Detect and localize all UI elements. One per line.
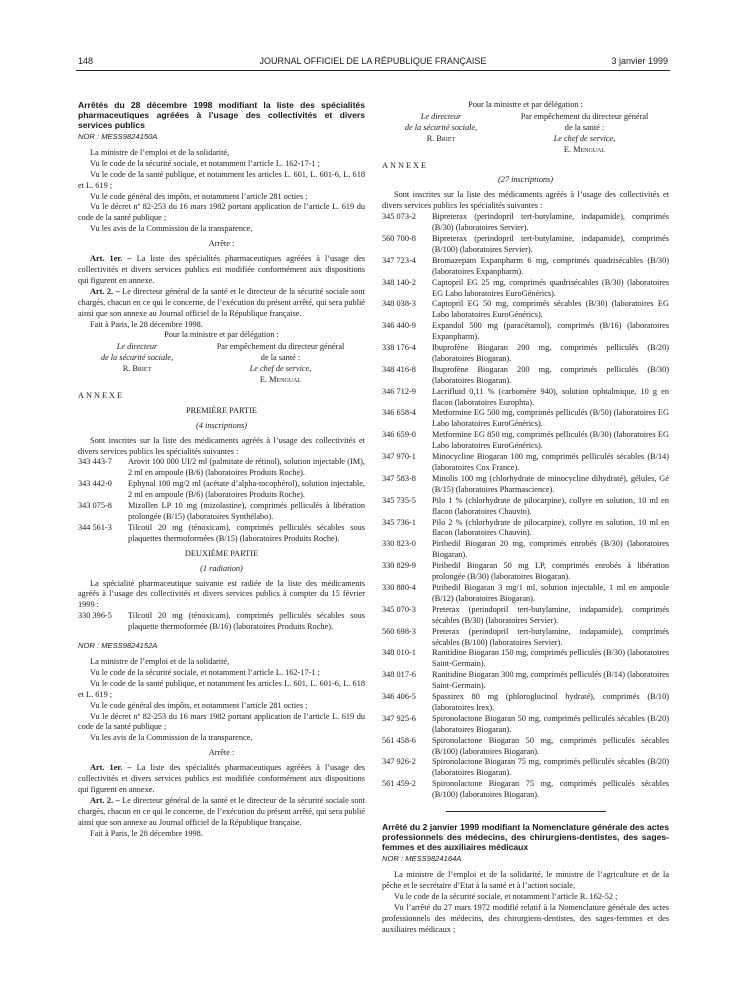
part-heading: PREMIÈRE PARTIE: [186, 405, 257, 415]
arrete-heading: Arrête :: [208, 239, 235, 249]
cip-code: 560 700-8: [382, 233, 416, 243]
list-intro: Sont inscrites sur la liste des médicaments agréés à l’usage des collectivités et divers services publics les spécialités suivantes :: [382, 190, 669, 211]
issue-date: 3 janvier 1999: [611, 56, 668, 66]
cip-code: 561 459-2: [382, 779, 416, 789]
page-number: 148: [78, 56, 94, 66]
cip-code: 346 659-0: [382, 430, 416, 440]
signatory-name: R. Briet: [426, 133, 456, 143]
list-entry: [382, 387, 669, 409]
list-entry: [382, 670, 669, 692]
entry-text: Piribedil Biogaran 3 mg/1 ml, solution injectable, 1 ml en ampoule (B/12) (laboratoires Biogaran).: [432, 582, 669, 603]
entry-text: Bipreterax (perindopril tert-butylamine, indapamide), comprimés (B/30) (laboratoires Servier).: [432, 212, 669, 233]
part-heading: DEUXIÈME PARTIE: [184, 548, 259, 558]
list-entry: [382, 779, 669, 801]
entry-text: Captopril EG 50 mg, comprimés sécables (B/30) (laboratoires EG Labo laboratoires EuroGénérics).: [432, 299, 669, 320]
list-entry: [382, 278, 669, 300]
cip-code: 560 698-3: [382, 626, 416, 636]
cip-code: 345 735-5: [382, 495, 416, 505]
paragraph: Vu le code de la sécurité sociale, et notamment l’article L. 162-17-1 ;: [90, 667, 320, 677]
entry-text: Ibuprofène Biogaran 200 mg, comprimés pelliculés (B/20) (laboratoires Biogaran).: [432, 343, 669, 363]
delegation-line: Pour la ministre et par délégation :: [468, 100, 583, 109]
header-rule: [76, 70, 670, 71]
entry-text: Minocycline Biogaran 100 mg, comprimés pelliculés sécables (B/14) (laboratoires Cox France).: [432, 452, 669, 472]
article-text: Le directeur général de la santé et le directeur de la sécurité sociale sont chargés, chacun en ce qui le concerne, de l’exécution du présent arrêté, qui sera publié ainsi que son annexe au Journal officiel de la République française.: [78, 795, 365, 827]
decree-title: Arrêtés du 28 décembre 1998 modifiant la liste des spécialités pharmaceutiques agréées à l’usage des collectivités et divers services publics: [78, 100, 365, 130]
list-entry: [382, 757, 669, 779]
list-entry: [382, 234, 669, 256]
list-entry: [382, 561, 669, 583]
article-text: La liste des spécialités pharmaceutiques agréées à l’usage des collectivités et divers services publics est modifiée conformément aux dispositions qui figurent en annexe.: [78, 254, 366, 285]
entry-text: Spironolactone Biogaran 75 mg, comprimés pelliculés sécables (B/100) (laboratoires Biogaran).: [432, 779, 669, 800]
entry-text: Captopril EG 25 mg, comprimés quadrisécables (B/30) (laboratoires EG Labo laboratoires EuroGénérics).: [432, 277, 669, 298]
list-entry: [382, 605, 669, 627]
entry-text: Piribedil Biogaran 20 mg, comprimés enrobés (B/30) (laboratoires Biogaran).: [432, 539, 669, 560]
list-entry: [382, 321, 669, 343]
article-label: Art. 2. –: [90, 795, 120, 805]
cip-code: 347 723-4: [382, 255, 416, 265]
list-entry: [78, 479, 365, 501]
entry-text: Lacrifluid 0,11 % (carbomère 940), solution ophtalmique, 10 g en flacon (laboratoires Europhta).: [432, 386, 669, 407]
journal-title: JOURNAL OFFICIEL DE LA RÉPUBLIQUE FRANÇAISE: [259, 56, 487, 66]
paragraph: Vu l’arrêté du 27 mars 1972 modifié relatif à la Nomenclature générale des actes professionnels des médecins, des chirurgiens-dentistes, des sages-femmes et des auxiliaires médicaux ;: [382, 902, 669, 934]
entry-text: Tilcotil 20 mg (ténoxicam), comprimés pelliculés sécables sous plaquette thermoformée (B/16) (laboratoires Produits Roche).: [128, 611, 365, 632]
cip-code: 347 926-2: [382, 757, 416, 767]
list-entry: [78, 611, 365, 633]
entry-text: Spironolactone Biogaran 50 mg, comprimés pelliculés sécables (B/20) (laboratoires Biogaran).: [432, 713, 669, 734]
cip-code: 348 140-2: [382, 277, 416, 287]
list-entry: [382, 539, 669, 561]
signature-role: de la santé :: [260, 353, 301, 363]
entry-text: Metformine EG 500 mg, comprimés pelliculés (B/50) (laboratoires EG Labo laboratoires EuroGénérics).: [432, 408, 669, 429]
list-entry: [382, 299, 669, 321]
signature-role: de la santé :: [564, 122, 605, 132]
article-1: [78, 763, 365, 796]
entry-text: Piribedil Biogaran 50 mg LP, comprimés enrobés à libération prolongée (B/30) (laboratoires Biogaran).: [432, 561, 669, 582]
paragraph: Vu le code général des impôts, et notamment l’article 281 octies ;: [90, 700, 308, 710]
registration-list: [382, 212, 669, 801]
delegation-line: Pour la ministre et par délégation :: [164, 330, 279, 340]
list-entry: [382, 474, 669, 496]
cip-code: 348 416-8: [382, 364, 416, 374]
list-intro: Sont inscrites sur la liste des médicaments agréés à l’usage des collectivités et divers services publics les spécialités suivantes :: [78, 435, 365, 456]
list-entry: [382, 408, 669, 430]
article-label: Art. 1er. –: [90, 254, 132, 264]
entry-text: Ranitidine Biogaran 150 mg, comprimés pelliculés (B/30) (laboratoires Saint-Germain).: [432, 648, 669, 669]
decree-title: Arrêté du 2 janvier 1999 modifiant la Nomenclature générale des actes professionnels des médecins, des chirurgiens-dentistes, des sages-femmes et des auxiliaires médicaux: [382, 822, 669, 853]
paragraph: Vu le code de la sécurité sociale, et notamment l’article R. 162-52 ;: [394, 891, 618, 901]
annex-heading: ANNEXE: [382, 160, 429, 170]
article-label: Art. 1er. –: [90, 763, 132, 773]
paragraph: Vu les avis de la Commission de la transparence,: [90, 733, 253, 743]
entry-text: Preterax (perindopril tert-butylamine, indapamide), comprimés sécables (B/30) (laboratoires Servier).: [432, 604, 669, 625]
paragraph: Vu le décret nº 82-253 du 16 mars 1982 portant application de l’article L. 619 du code de la santé publique ;: [78, 711, 365, 732]
signature-role: de la sécurité sociale,: [100, 353, 174, 363]
list-entry: [382, 256, 669, 278]
left-column: [78, 100, 365, 839]
cip-code: 330 823-0: [382, 539, 416, 549]
entry-text: Mizollen LP 10 mg (mizolastine), comprimés pelliculés à libération prolongée (B/15) (laboratoires Synthélabo).: [128, 501, 365, 521]
entry-text: Minolis 100 mg (chlorhydrate de minocycline dihydraté), gélules, Gé (B/15) (laboratoires Pharmascience).: [432, 473, 669, 494]
arrete-heading: Arrête :: [208, 748, 235, 758]
cip-code: 343 075-8: [78, 501, 112, 511]
list-entry: [382, 343, 669, 365]
list-entry: [382, 648, 669, 670]
list-entry: [382, 583, 669, 605]
paragraph: La ministre de l’emploi et de la solidarité, le ministre de l’agriculture et de la pêche et le secrétaire d’Etat à la santé et à l’action sociale,: [382, 870, 669, 890]
paragraph: Vu les avis de la Commission de la transparence,: [90, 224, 253, 234]
signatory-name: E. Mengual: [259, 375, 302, 385]
nor-reference: NOR : MESS9824152A: [78, 641, 158, 651]
entry-text: Spironolactone Biogaran 50 mg, comprimés pelliculés sécables (B/100) (laboratoires Biogaran).: [432, 735, 669, 756]
cip-code: 348 010-1: [382, 648, 416, 658]
entry-text: Expandol 500 mg (paracétamol), comprimés (B/16) (laboratoires Expanpharm).: [432, 321, 669, 342]
article-label: Art. 2. –: [90, 286, 120, 296]
cip-code: 346 440-9: [382, 321, 416, 331]
list-entry: [78, 457, 365, 479]
done-at: Fait à Paris, le 28 décembre 1998.: [90, 319, 203, 329]
paragraph: La ministre de l’emploi et de la solidarité,: [90, 656, 230, 666]
entry-text: Metformine EG 850 mg, comprimés pelliculés (B/30) (laboratoires EG Labo laboratoires EuroGénérics).: [432, 430, 669, 451]
cip-code: 347 583-8: [382, 473, 416, 483]
article-2: [78, 287, 365, 320]
cip-code: 345 736-1: [382, 517, 416, 527]
list-entry: [382, 714, 669, 736]
removal-list: [78, 611, 365, 633]
cip-code: 346 658-4: [382, 408, 416, 418]
article-2: [78, 796, 365, 829]
paragraph: La ministre de l’emploi et de la solidarité,: [90, 147, 230, 157]
cip-code: 346 406-5: [382, 692, 416, 702]
paragraph: Vu le code de la sécurité sociale, et notamment l’article L. 162-17-1 ;: [90, 158, 320, 168]
right-column: [382, 100, 669, 935]
entry-text: Pilo 1 % (chlorhydrate de pilocarpine), collyre en solution, 10 ml en flacon (laboratoires Chauvin).: [432, 495, 669, 516]
paragraph: Vu le code de la santé publique, et notamment les articles L. 601, L. 601-6, L. 618 et L. 619 ;: [78, 169, 365, 190]
cip-code: 347 970-1: [382, 452, 416, 462]
count-note: (1 radiation): [200, 563, 243, 573]
cip-code: 338 176-4: [382, 343, 416, 353]
cip-code: 561 458-6: [382, 735, 416, 745]
nor-reference: NOR : MESS9824150A: [78, 132, 158, 141]
cip-code: 347 925-6: [382, 713, 416, 723]
signature-role: Le chef de service,: [553, 133, 616, 143]
annex-heading: ANNEXE: [78, 390, 125, 400]
list-intro: La spécialité pharmaceutique suivante est radiée de la liste des médicaments agréés à l’usage des collectivités et divers services publics à compter du 15 février 1999 :: [78, 578, 365, 610]
signature-role: Par empêchement du directeur général: [520, 111, 649, 121]
entry-text: Tilcotil 20 mg (ténoxicam), comprimés pelliculés sécables sous plaquettes thermoformées (B/15) (laboratoires Produits Roche).: [128, 522, 365, 543]
list-entry: [78, 501, 365, 523]
article-1: [78, 254, 365, 287]
cip-code: 344 561-3: [78, 522, 112, 532]
entry-text: Ranitidine Biogaran 300 mg, comprimés pelliculés (B/14) (laboratoires Saint-Germain).: [432, 670, 669, 691]
signature-block: [78, 342, 365, 386]
list-entry: [382, 496, 669, 518]
signature-role: Par empêchement du directeur général: [216, 342, 345, 352]
signature-block: [382, 112, 669, 156]
list-entry: [382, 430, 669, 452]
list-entry: [382, 518, 669, 540]
entry-text: Pilo 2 % (chlorhydrate de pilocarpine), collyre en solution, 10 ml en flacon (laboratoires Chauvin).: [432, 517, 669, 538]
paragraph: Vu le code général des impôts, et notamment l’article 281 octies ;: [90, 191, 308, 201]
cip-code: 343 442-0: [78, 479, 112, 489]
cip-code: 348 038-3: [382, 299, 416, 309]
count-note: (4 inscriptions): [196, 420, 247, 430]
list-entry: [382, 692, 669, 714]
entry-text: Ephynal 100 mg/2 ml (acétate d’alpha-tocophérol), solution injectable, 2 ml en ampoule (B/6) (laboratoires Produits Roche).: [128, 479, 365, 500]
signature-role: Le directeur: [420, 111, 462, 121]
list-entry: [382, 212, 669, 234]
section-divider: [446, 811, 606, 812]
nor-reference: NOR : MESS9824164A: [382, 854, 462, 864]
entry-text: Spassirex 80 mg (phloroglucinol hydraté), comprimés (B/10) (laboratoires Irex).: [432, 692, 669, 712]
list-entry: [78, 523, 365, 545]
cip-code: 346 712-9: [382, 386, 416, 396]
paragraph: Vu le code de la santé publique, et notamment les articles L. 601, L. 601-6, L. 618 et L. 619 ;: [78, 678, 365, 699]
entry-text: Bipreterax (perindopril tert-butylamine, indapamide), comprimés (B/100) (laboratoires Servier).: [432, 233, 669, 254]
list-entry: [382, 736, 669, 758]
entry-text: Bromazepam Expanpharm 6 mg, comprimés quadrisécables (B/30) (laboratoires Expanpharm).: [432, 255, 669, 276]
list-entry: [382, 365, 669, 387]
registration-list: [78, 457, 365, 544]
cip-code: 330 880-4: [382, 582, 416, 592]
cip-code: 343 443-7: [78, 457, 112, 467]
list-entry: [382, 627, 669, 649]
signatory-name: R. Briet: [122, 364, 152, 374]
entry-text: Preterax (perindopril tert-butylamine, indapamide), comprimés sécables (B/100) (laboratoires Servier).: [432, 626, 669, 647]
cip-code: 345 070-3: [382, 604, 416, 614]
cip-code: 345 073-2: [382, 212, 416, 222]
paragraph: Vu le décret nº 82-253 du 16 mars 1982 portant application de l’article L. 619 du code de la santé publique ;: [78, 202, 365, 223]
signature-role: de la sécurité sociale,: [404, 122, 478, 132]
done-at: Fait à Paris, le 28 décembre 1998.: [90, 828, 203, 838]
cip-code: 348 017-6: [382, 670, 416, 680]
cip-code: 330 829-9: [382, 561, 416, 571]
entry-text: Ibuprofène Biogaran 200 mg, comprimés pelliculés (B/30) (laboratoires Biogaran).: [432, 364, 669, 385]
signatory-name: E. Mengual: [563, 144, 606, 154]
article-text: Le directeur général de la santé et le directeur de la sécurité sociale sont chargés, chacun en ce qui le concerne, de l’exécution du présent arrêté, qui sera publié ainsi que son annexe au Journal officiel de la République française.: [78, 286, 365, 318]
list-entry: [382, 452, 669, 474]
article-text: La liste des spécialités pharmaceutiques agréées à l’usage des collectivités et divers services publics est modifiée conformément aux dispositions qui figurent en annexe.: [78, 763, 366, 794]
signature-role: Le directeur: [116, 342, 158, 352]
entry-text: Spironolactone Biogaran 75 mg, comprimés pelliculés sécables (B/20) (laboratoires Biogaran).: [432, 757, 669, 778]
cip-code: 330 396-5: [78, 611, 112, 621]
entry-text: Arovit 100 000 UI/2 ml (palmitate de rétinol), solution injectable (IM), 2 ml en ampoule (B/6) (laboratoires Produits Roche).: [128, 457, 365, 478]
signature-role: Le chef de service,: [249, 364, 312, 374]
count-note: (27 inscriptions): [497, 175, 554, 185]
running-header: [78, 56, 668, 70]
